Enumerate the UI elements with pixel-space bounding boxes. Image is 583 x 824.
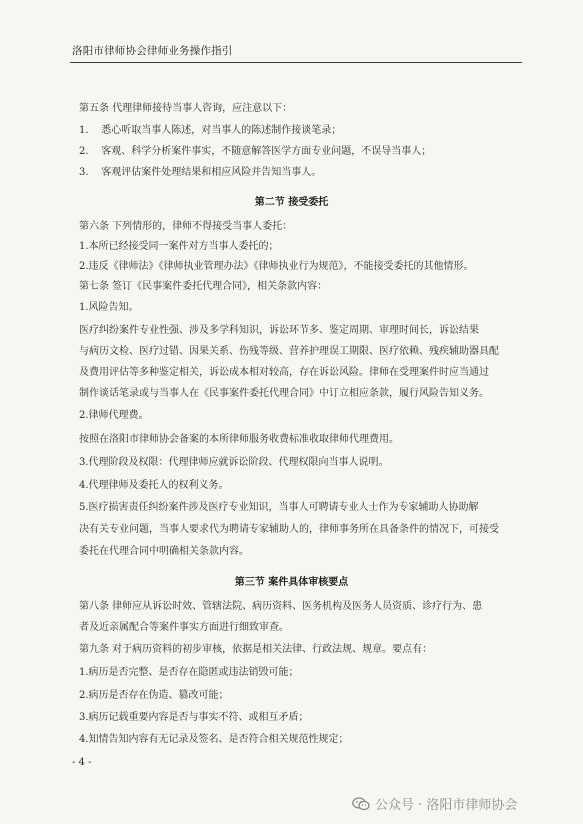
section-3-heading: 第三节 案件具体审核要点 bbox=[234, 577, 349, 588]
article-5-item-3: 3. 客观评估案件处理结果和相应风险并告知当事人。 bbox=[79, 167, 322, 178]
article-8-line-1: 第八条 律师应从诉讼时效、管辖法院、病历资料、医务机构及医务人员资质、诊疗行为、患 bbox=[79, 601, 483, 612]
article-5-title: 第五条 代理律师接待当事人咨询，应注意以下： bbox=[79, 103, 293, 114]
header-divider bbox=[70, 62, 522, 63]
article-7-item-4: 4.代理律师及委托人的权利义务。 bbox=[79, 480, 229, 491]
risk-paragraph-line-4: 制作谈话笔录或与当事人在《民事案件委托代理合同》中订立相应条款，履行风险告知义务。 bbox=[79, 388, 489, 399]
expert-paragraph-line-2: 决有关专业问题，当事人要求代为聘请专家辅助人的，律师事务所在具备条件的情况下，可接受 bbox=[79, 524, 499, 535]
expert-paragraph-line-3: 委托在代理合同中明确相关条款内容。 bbox=[79, 546, 249, 557]
article-6-item-2: 2.违反《律师法》《律师执业管理办法》《律师执业行为规范》，不能接受委托的其他情形。 bbox=[79, 261, 474, 272]
article-7-item-2: 2.律师代理费。 bbox=[79, 410, 149, 421]
risk-paragraph-line-2: 与病历文检、医疗过错、因果关系、伤残等级、营养护理误工期限、医疗依赖、残疾辅助器具配 bbox=[79, 346, 499, 357]
watermark-text: 公众号 · 洛阳市律师协会 bbox=[375, 798, 518, 813]
expert-paragraph-line-1: 5.医疗损害责任纠纷案件涉及医疗专业知识，当事人可聘请专业人士作为专家辅助人协助解 bbox=[79, 502, 479, 513]
article-9-item-2: 2.病历是否存在伪造、篡改可能； bbox=[79, 690, 229, 701]
article-7-item-1: 1.风险告知。 bbox=[79, 302, 139, 313]
article-5-item-2: 2. 客观、科学分析案件事实，不随意解答医学方面专业问题，不误导当事人； bbox=[79, 146, 432, 157]
article-6-title: 第六条 下列情形的，律师不得接受当事人委托： bbox=[79, 221, 293, 232]
article-5-item-1: 1. 悉心听取当事人陈述，对当事人的陈述制作接谈笔录； bbox=[79, 125, 342, 136]
article-7-title: 第七条 签订《民事案件委托代理合同》，相关条款内容： bbox=[79, 281, 328, 292]
wechat-icon bbox=[352, 797, 370, 811]
article-6-item-1: 1.本所已经接受同一案件对方当事人委托的； bbox=[79, 241, 279, 252]
risk-paragraph-line-3: 及费用评估等多种鉴定相关，诉讼成本相对较高，存在诉讼风险。律师在受理案件时应当通过 bbox=[79, 367, 489, 378]
fee-paragraph: 按照在洛阳市律师协会备案的本所律师服务收费标准收取律师代理费用。 bbox=[79, 434, 399, 445]
document-header-title: 洛阳市律师协会律师业务操作指引 bbox=[72, 45, 233, 57]
article-7-item-3: 3.代理阶段及权限：代理律师应就诉讼阶段、代理权限向当事人说明。 bbox=[79, 457, 389, 468]
article-9-title: 第九条 对于病历资料的初步审核，依据是相关法律、行政法规、规章。要点有： bbox=[79, 644, 433, 655]
article-9-item-4: 4.知情告知内容有无记录及签名、是否符合相关规范性规定； bbox=[79, 734, 349, 745]
wechat-watermark bbox=[352, 794, 517, 813]
article-9-item-3: 3.病历记载重要内容是否与事实不符、或相互矛盾； bbox=[79, 712, 309, 723]
article-8-line-2: 者及近亲属配合等案件事实方面进行细致审查。 bbox=[79, 622, 289, 633]
section-2-heading: 第二节 接受委托 bbox=[254, 197, 329, 208]
page-number: - 4 - bbox=[72, 757, 92, 768]
risk-paragraph-line-1: 医疗纠纷案件专业性强、涉及多学科知识，诉讼环节多、鉴定周期、审理时间长，诉讼结果 bbox=[79, 325, 479, 336]
article-9-item-1: 1.病历是否完整、是否存在隐匿或违法销毁可能； bbox=[79, 667, 299, 678]
